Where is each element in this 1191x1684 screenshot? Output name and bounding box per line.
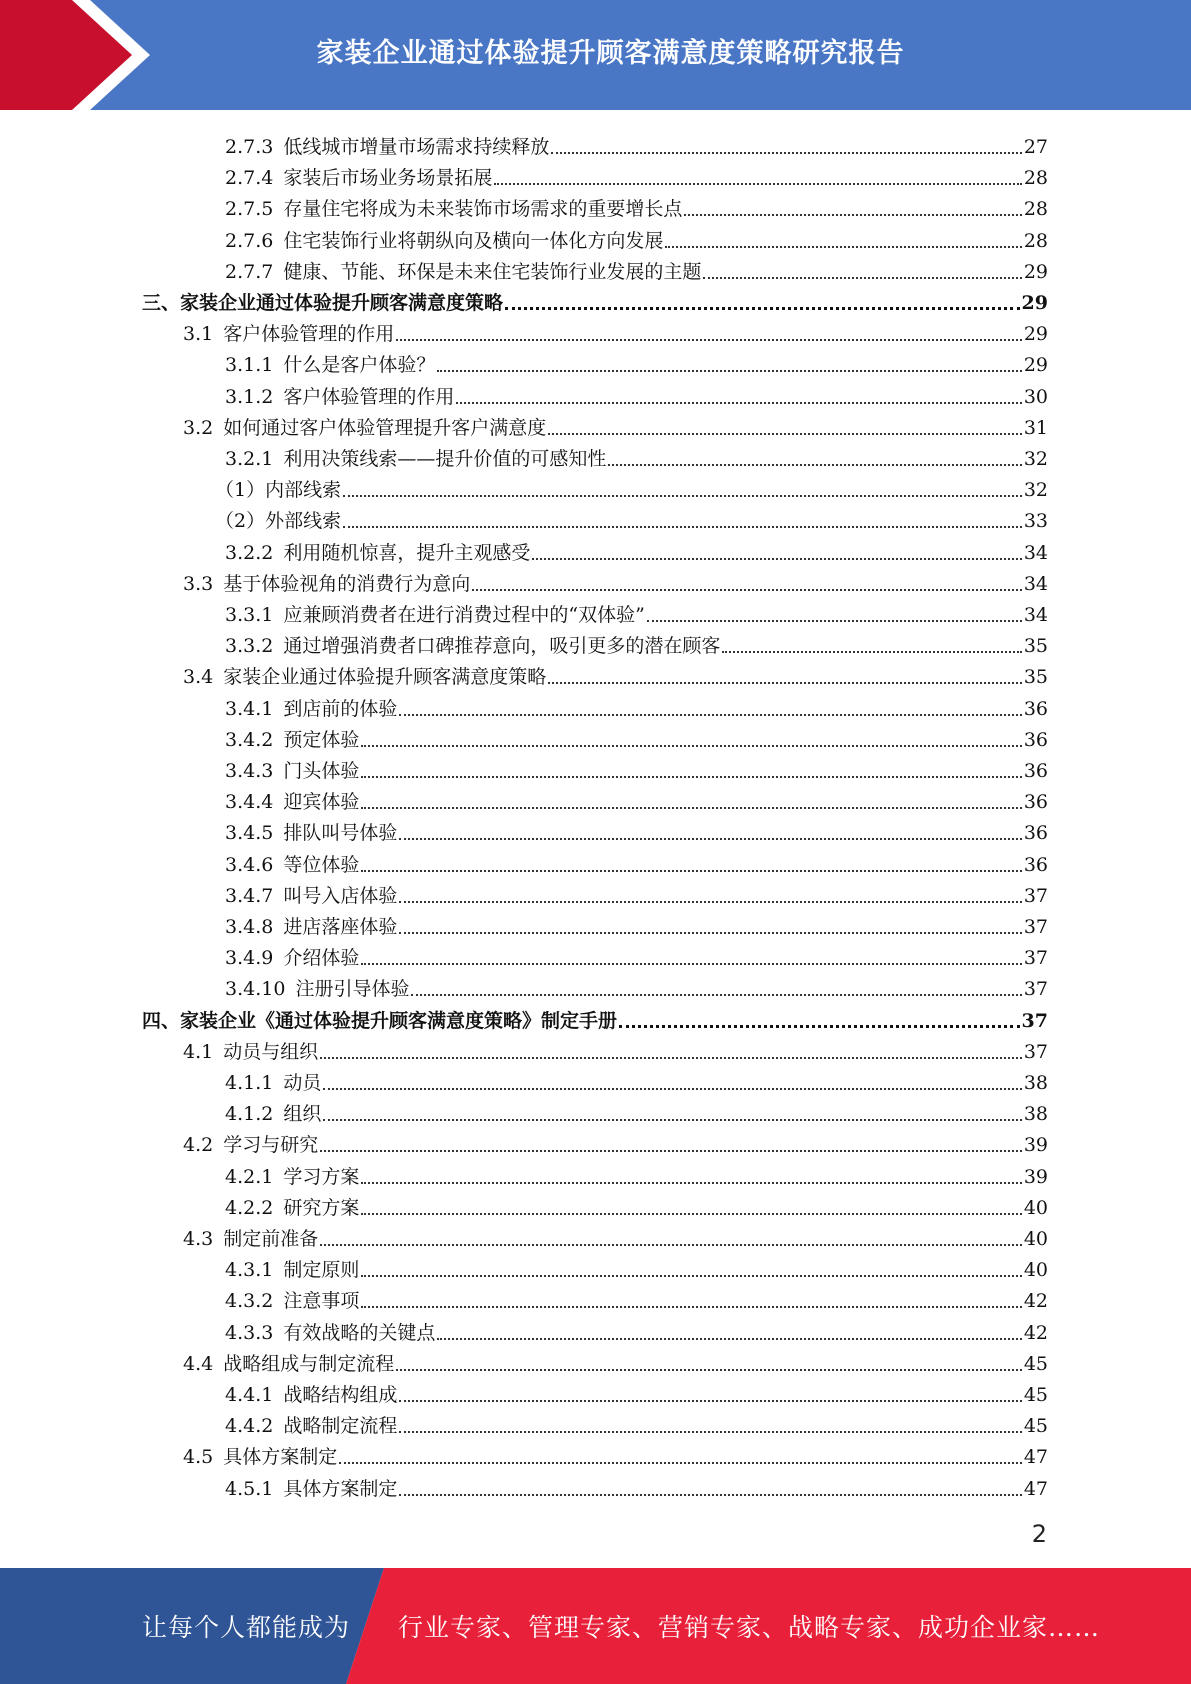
page-header <box>0 0 1191 110</box>
toc-entry-number: 4.3.1 <box>225 1259 274 1282</box>
toc-dot-leader <box>437 370 1021 372</box>
toc-entry-number: 4.5 <box>183 1446 214 1469</box>
toc-entry-number: 3.4.5 <box>225 822 274 845</box>
toc-entry-page: 42 <box>1023 1321 1048 1344</box>
toc-entry-number: 3.4.2 <box>225 728 274 751</box>
toc-dot-leader <box>665 246 1021 248</box>
toc-entry-title: 研究方案 <box>283 1196 360 1219</box>
toc-entry-title: 注意事项 <box>283 1290 360 1313</box>
toc-dot-leader <box>532 558 1021 560</box>
toc-entry-title: 利用决策线索——提升价值的可感知性 <box>283 448 607 470</box>
toc-entry-page: 37 <box>1021 1009 1048 1032</box>
toc-entry-number: 2.7.6 <box>225 229 274 252</box>
footer-slogan-left: 让每个人都能成为 <box>142 1613 351 1642</box>
toc-entry-title: 叫号入店体验 <box>283 884 398 907</box>
toc-entry-title: （2）外部线索 <box>215 510 342 533</box>
toc-dot-leader <box>323 1119 1021 1121</box>
toc-entry-page: 36 <box>1023 822 1048 845</box>
toc-dot-leader <box>361 807 1021 809</box>
toc-entry-title: 制定前准备 <box>223 1228 319 1250</box>
toc-dot-leader <box>323 1088 1021 1090</box>
toc-entry-page: 36 <box>1023 791 1048 814</box>
toc-entry-title: 介绍体验 <box>283 947 360 970</box>
toc-entry-number: 3.2.2 <box>225 541 274 564</box>
toc-dot-leader <box>320 1244 1022 1246</box>
toc-entry-number: 4.2.2 <box>225 1196 274 1219</box>
toc-entry[interactable] <box>225 813 1048 844</box>
toc-entry-title: 战略组成与制定流程 <box>223 1352 395 1375</box>
toc-entry[interactable] <box>225 1375 1048 1406</box>
toc-entry-number: 3.4.4 <box>225 791 274 814</box>
toc-entry[interactable] <box>225 938 1048 969</box>
toc-entry-page: 30 <box>1023 385 1048 408</box>
toc-entry-number: 4.3 <box>183 1228 214 1250</box>
toc-entry-number: 4.1.1 <box>225 1072 274 1094</box>
toc-entry[interactable] <box>215 501 1048 533</box>
toc-dot-leader <box>399 932 1021 934</box>
toc-entry-number: 3.4.6 <box>225 853 274 876</box>
toc-entry[interactable] <box>225 1188 1048 1219</box>
toc-entry-page: 40 <box>1023 1196 1048 1219</box>
toc-entry-title: 制定原则 <box>283 1259 360 1282</box>
toc-entry-title: 动员 <box>283 1072 322 1094</box>
toc-dot-leader <box>361 1182 1021 1184</box>
toc-entry[interactable] <box>215 470 1048 502</box>
toc-entry-title: 有效战略的关键点 <box>283 1321 436 1344</box>
toc-dot-leader <box>361 1213 1021 1215</box>
toc-dot-leader <box>399 838 1021 840</box>
toc-entry-title: 健康、节能、环保是未来住宅装饰行业发展的主题 <box>283 260 702 283</box>
toc-entry-title: 动员与组织 <box>223 1040 319 1063</box>
toc-entry-title: 如何通过客户体验管理提升客户满意度 <box>223 416 547 439</box>
toc-entry-number: 3.1.2 <box>225 385 274 408</box>
toc-entry[interactable] <box>225 595 1048 626</box>
toc-entry-page: 39 <box>1023 1134 1048 1157</box>
toc-entry-title: 客户体验管理的作用 <box>283 385 455 408</box>
toc-entry[interactable] <box>225 782 1048 813</box>
toc-dot-leader <box>703 277 1021 279</box>
toc-entry-title: 应兼顾消费者在进行消费过程中的“双体验” <box>283 604 645 626</box>
toc-entry-page: 32 <box>1023 448 1048 470</box>
toc-entry-title: 战略结构组成 <box>283 1384 398 1406</box>
toc-dot-leader <box>548 682 1022 684</box>
toc-dot-leader <box>472 589 1022 591</box>
toc-entry[interactable] <box>225 1157 1048 1188</box>
toc-entry-page: 36 <box>1023 697 1048 720</box>
toc-entry-page: 39 <box>1023 1165 1048 1188</box>
toc-entry[interactable] <box>183 408 1048 439</box>
toc-entry[interactable] <box>142 1001 1048 1032</box>
toc-entry-page: 36 <box>1023 760 1048 782</box>
toc-entry-page: 36 <box>1023 853 1048 876</box>
toc-entry-page: 32 <box>1023 479 1048 502</box>
header-arrow-icon <box>0 0 160 110</box>
toc-entry[interactable] <box>225 189 1048 220</box>
toc-entry-page: 34 <box>1023 604 1048 626</box>
toc-dot-leader <box>399 901 1021 903</box>
toc-entry-page: 37 <box>1023 947 1048 970</box>
toc-entry-title: 低线城市增量市场需求持续释放 <box>283 136 550 158</box>
footer-slogan-right: 行业专家、管理专家、营销专家、战略专家、成功企业家…… <box>398 1613 1101 1642</box>
toc-entry[interactable] <box>225 907 1048 938</box>
toc-entry[interactable] <box>183 564 1048 595</box>
toc-dot-leader <box>684 214 1021 216</box>
toc-entry[interactable] <box>225 345 1048 376</box>
toc-entry-page: 31 <box>1023 416 1048 439</box>
toc-entry-title: 基于体验视角的消费行为意向 <box>223 572 471 595</box>
toc-entry-title: 进店落座体验 <box>283 916 398 938</box>
toc-entry-title: 组织 <box>283 1103 322 1126</box>
toc-entry[interactable] <box>183 1344 1048 1375</box>
toc-entry-page: 29 <box>1023 260 1048 283</box>
toc-entry[interactable] <box>225 127 1048 158</box>
toc-dot-leader <box>399 1400 1021 1402</box>
toc-entry-page: 45 <box>1023 1352 1048 1375</box>
toc-entry[interactable] <box>225 1250 1048 1281</box>
toc-entry-page: 40 <box>1023 1228 1048 1250</box>
toc-entry-page: 35 <box>1023 666 1048 689</box>
toc-entry-number: 4.1 <box>183 1040 214 1063</box>
toc-entry-number: 3.4 <box>183 666 214 689</box>
toc-entry-page: 34 <box>1023 572 1048 595</box>
toc-dot-leader <box>619 1025 1020 1028</box>
toc-entry-number: 3.3.2 <box>225 635 274 658</box>
toc-entry-number: 4.1.2 <box>225 1103 274 1126</box>
toc-entry[interactable] <box>225 969 1048 1000</box>
page-footer <box>0 1568 1191 1684</box>
toc-entry-page: 37 <box>1023 1040 1048 1063</box>
toc-entry[interactable] <box>225 158 1048 189</box>
toc-entry-number: 3.2 <box>183 416 214 439</box>
toc-entry[interactable] <box>225 1281 1048 1312</box>
toc-entry[interactable] <box>225 689 1048 720</box>
toc-entry-number: 3.4.7 <box>225 884 274 907</box>
toc-entry-title: 家装企业通过体验提升顾客满意度策略 <box>223 666 547 689</box>
toc-entry-page: 47 <box>1023 1446 1048 1469</box>
toc-entry-title: 门头体验 <box>283 760 360 782</box>
toc-entry[interactable] <box>183 1219 1048 1250</box>
toc-entry-page: 37 <box>1023 916 1048 938</box>
toc-dot-leader <box>361 776 1021 778</box>
toc-entry-number: 2.7.5 <box>225 198 274 221</box>
toc-entry-title: 学习与研究 <box>223 1134 319 1157</box>
toc-entry[interactable] <box>183 657 1048 688</box>
toc-entry-title: 具体方案制定 <box>283 1477 398 1500</box>
toc-entry-page: 45 <box>1023 1415 1048 1438</box>
toc-entry[interactable] <box>183 1032 1048 1063</box>
toc-dot-leader <box>647 620 1022 622</box>
toc-dot-leader <box>396 339 1022 341</box>
toc-entry-title: 住宅装饰行业将朝纵向及横向一体化方向发展 <box>283 229 664 252</box>
toc-entry[interactable] <box>225 751 1048 782</box>
toc-entry[interactable] <box>142 283 1048 314</box>
toc-dot-leader <box>396 1369 1022 1371</box>
toc-entry-page: 40 <box>1023 1259 1048 1282</box>
toc-entry[interactable] <box>183 1437 1048 1468</box>
toc-entry[interactable] <box>225 252 1048 283</box>
toc-entry-page: 28 <box>1023 229 1048 252</box>
toc-entry[interactable] <box>225 876 1048 907</box>
toc-entry-number: 3.4.9 <box>225 947 274 970</box>
toc-entry-title: 注册引导体验 <box>295 978 410 1001</box>
toc-entry-title: 客户体验管理的作用 <box>223 323 395 346</box>
toc-entry-page: 33 <box>1023 510 1048 533</box>
toc-entry-number: 3.1 <box>183 323 214 346</box>
toc-entry-number: 4.3.2 <box>225 1290 274 1313</box>
toc-entry[interactable] <box>225 1406 1048 1437</box>
toc-entry-page: 28 <box>1023 167 1048 190</box>
toc-entry-page: 37 <box>1023 978 1048 1001</box>
toc-entry-title: 到店前的体验 <box>283 697 398 720</box>
toc-dot-leader <box>437 1338 1021 1340</box>
toc-entry-title: 家装后市场业务场景拓展 <box>283 167 493 190</box>
toc-dot-leader <box>608 464 1021 466</box>
toc-entry[interactable] <box>225 1469 1048 1500</box>
toc-entry-page: 38 <box>1023 1072 1048 1094</box>
toc-entry[interactable] <box>225 533 1048 564</box>
toc-entry-title: 利用随机惊喜，提升主观感受 <box>283 541 531 564</box>
toc-entry-page: 47 <box>1023 1477 1048 1500</box>
toc-entry-page: 36 <box>1023 728 1048 751</box>
toc-entry-page: 27 <box>1023 136 1048 158</box>
toc-entry-number: 4.5.1 <box>225 1477 274 1500</box>
toc-entry-number: 4.2 <box>183 1134 214 1157</box>
toc-entry-title: 等位体验 <box>283 853 360 876</box>
toc-entry[interactable] <box>225 377 1048 408</box>
toc-entry[interactable] <box>225 1063 1048 1094</box>
toc-dot-leader <box>505 307 1020 310</box>
toc-entry-page: 35 <box>1023 635 1048 658</box>
toc-entry-title: 学习方案 <box>283 1165 360 1188</box>
toc-entry[interactable] <box>183 1125 1048 1156</box>
toc-entry-number: 2.7.7 <box>225 260 274 283</box>
toc-entry-title: 具体方案制定 <box>223 1446 338 1469</box>
toc-entry-page: 42 <box>1023 1290 1048 1313</box>
toc-entry-page: 29 <box>1021 292 1048 314</box>
toc-entry-title: 四、家装企业《通过体验提升顾客满意度策略》制定手册 <box>142 1009 618 1032</box>
toc-entry-title: 通过增强消费者口碑推荐意向，吸引更多的潜在顾客 <box>283 635 721 658</box>
toc-dot-leader <box>361 1275 1021 1277</box>
toc-dot-leader <box>361 963 1021 965</box>
toc-entry-page: 38 <box>1023 1103 1048 1126</box>
toc-entry-page: 34 <box>1023 541 1048 564</box>
toc-entry-number: 3.4.1 <box>225 697 274 720</box>
toc-entry-page: 45 <box>1023 1384 1048 1406</box>
toc-dot-leader <box>361 870 1021 872</box>
toc-dot-leader <box>399 1431 1021 1433</box>
toc-entry-number: 2.7.3 <box>225 136 274 158</box>
toc-entry-page: 37 <box>1023 884 1048 907</box>
toc-entry-page: 28 <box>1023 198 1048 221</box>
toc-dot-leader <box>722 651 1021 653</box>
toc-entry[interactable] <box>225 845 1048 876</box>
toc-dot-leader <box>361 1306 1021 1308</box>
toc-entry-title: 排队叫号体验 <box>283 822 398 845</box>
toc-entry[interactable] <box>225 1313 1048 1344</box>
toc-dot-leader <box>361 745 1021 747</box>
toc-entry[interactable] <box>225 626 1048 657</box>
toc-entry[interactable] <box>225 1094 1048 1125</box>
toc-dot-leader <box>399 714 1021 716</box>
toc-entry[interactable] <box>225 720 1048 751</box>
toc-entry[interactable] <box>183 314 1048 345</box>
toc-dot-leader <box>343 495 1022 497</box>
toc-dot-leader <box>399 1494 1021 1496</box>
toc-entry-title: 预定体验 <box>283 728 360 751</box>
toc-entry-title: 三、家装企业通过体验提升顾客满意度策略 <box>142 292 504 314</box>
toc-entry-number: 4.4.1 <box>225 1384 274 1406</box>
toc-dot-leader <box>548 433 1022 435</box>
toc-entry-number: 4.4 <box>183 1352 214 1375</box>
toc-entry-number: 3.4.3 <box>225 760 274 782</box>
toc-dot-leader <box>551 152 1021 154</box>
toc-entry-number: 3.2.1 <box>225 448 274 470</box>
toc-dot-leader <box>494 183 1021 185</box>
toc-entry-title: 战略制定流程 <box>283 1415 398 1438</box>
toc-dot-leader <box>339 1462 1022 1464</box>
toc-entry-number: 3.3.1 <box>225 604 274 626</box>
toc-entry-title: （1）内部线索 <box>215 479 342 502</box>
toc-entry-number: 3.4.10 <box>225 978 286 1001</box>
toc-entry[interactable] <box>225 221 1048 252</box>
toc-dot-leader <box>320 1150 1022 1152</box>
toc-entry-title: 什么是客户体验？ <box>283 354 436 377</box>
toc-entry-number: 3.4.8 <box>225 916 274 938</box>
toc-entry-number: 2.7.4 <box>225 167 274 190</box>
page-number: 2 <box>1031 1520 1047 1548</box>
report-title: 家装企业通过体验提升顾客满意度策略研究报告 <box>316 37 905 69</box>
toc-entry[interactable] <box>225 439 1048 470</box>
toc-dot-leader <box>320 1057 1022 1059</box>
toc-entry-number: 4.2.1 <box>225 1165 274 1188</box>
toc-entry-number: 3.3 <box>183 572 214 595</box>
toc-entry-number: 3.1.1 <box>225 354 274 377</box>
toc-entry-number: 4.4.2 <box>225 1415 274 1438</box>
toc-entry-title: 迎宾体验 <box>283 791 360 814</box>
toc-dot-leader <box>343 526 1022 528</box>
toc-entry-page: 29 <box>1023 323 1048 346</box>
toc-entry-page: 29 <box>1023 354 1048 377</box>
toc-entry-title: 存量住宅将成为未来装饰市场需求的重要增长点 <box>283 198 683 221</box>
toc-entry-number: 4.3.3 <box>225 1321 274 1344</box>
toc-dot-leader <box>456 402 1021 404</box>
toc-dot-leader <box>411 994 1021 996</box>
